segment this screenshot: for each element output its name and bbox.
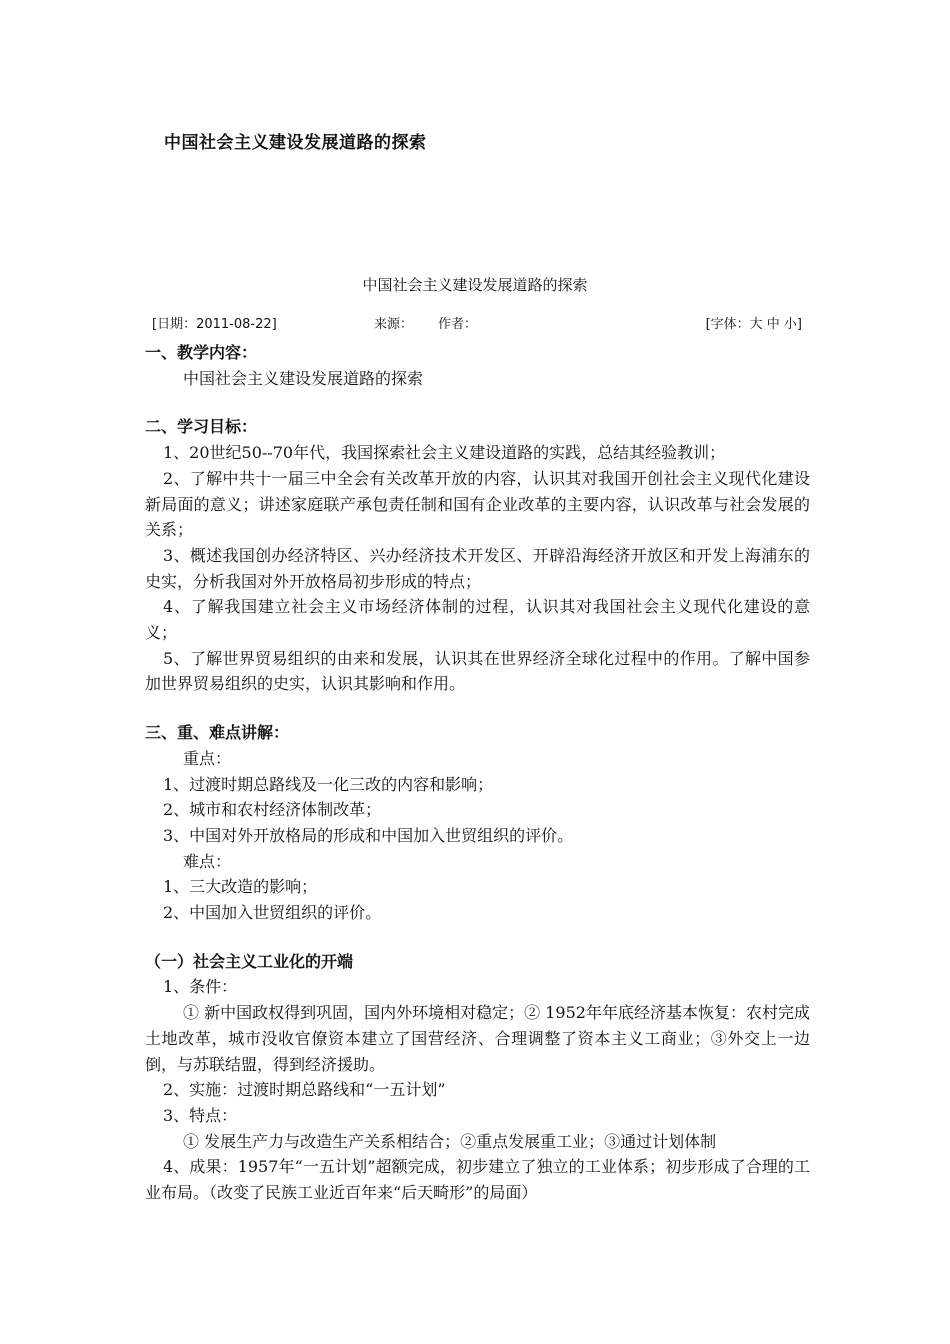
section-text: 中国社会主义建设发展道路的探索 (183, 368, 424, 388)
list-item: 3、特点： (163, 1105, 238, 1125)
list-item: 2、实施：过渡时期总路线和“一五计划” (163, 1080, 446, 1100)
paragraph: 4、成果：1957年“一五计划”超额完成，初步建立了独立的工业体系；初步形成了合理的工业布局。（改变了民族工业近百年来“后天畸形”的局面） (145, 1157, 810, 1203)
article-date: [日期：2011-08-22] (152, 317, 277, 332)
article-meta (152, 313, 802, 333)
key-points-label: 重点： (183, 748, 232, 768)
section-heading: 三、重、难点讲解： (145, 723, 290, 743)
section-heading: （一）社会主义工业化的开端 (145, 951, 354, 971)
font-size-selector[interactable]: [字体：大 中 小] (705, 317, 802, 332)
list-item: 3、中国对外开放格局的形成和中国加入世贸组织的评价。 (163, 825, 574, 845)
document-title: 中国社会主义建设发展道路的探索 (164, 133, 427, 153)
article-title: 中国社会主义建设发展道路的探索 (362, 276, 588, 294)
article-author: 作者： (438, 317, 478, 332)
paragraph: ① 新中国政权得到巩固，国内外环境相对稳定；② 1952年年底经济基本恢复：农村完成土地改革，城市没收官僚资本建立了国营经济、合理调整了资本主义工商业；③外交上一边倒，与苏联结盟，得到经济援助。 (145, 1003, 810, 1074)
list-item: 1、三大改造的影响； (163, 877, 318, 897)
list-item: 1、条件： (163, 977, 238, 997)
difficult-points-label: 难点： (183, 851, 232, 871)
section-heading: 一、教学内容： (145, 343, 258, 362)
list-item: 5、了解世界贸易组织的由来和发展，认识其在世界经济全球化过程中的作用。了解中国参加世界贸易组织的史实，认识其影响和作用。 (145, 648, 810, 694)
list-item: 1、过渡时期总路线及一化三改的内容和影响； (163, 774, 494, 794)
list-item: 2、城市和农村经济体制改革； (163, 800, 382, 820)
section-heading: 二、学习目标： (145, 417, 258, 437)
paragraph: ① 发展生产力与改造生产关系相结合；②重点发展重工业；③通过计划体制 (183, 1131, 717, 1151)
list-item: 3、概述我国创办经济特区、兴办经济技术开发区、开辟沿海经济开放区和开发上海浦东的史实，分析我国对外开放格局初步形成的特点； (145, 545, 810, 591)
article-source: 来源： (374, 317, 414, 332)
article-body (145, 340, 810, 1206)
list-item: 4、了解我国建立社会主义市场经济体制的过程，认识其对我国社会主义现代化建设的意义； (145, 597, 810, 643)
list-item: 2、中国加入世贸组织的评价。 (163, 903, 382, 923)
list-item: 2、了解中共十一届三中全会有关改革开放的内容，认识其对我国开创社会主义现代化建设新局面的意义；讲述家庭联产承包责任制和国有企业改革的主要内容，认识改革与社会发展的关系； (145, 468, 810, 540)
list-item: 1、20世纪50--70年代，我国探索社会主义建设道路的实践，总结其经验教训； (163, 443, 726, 463)
